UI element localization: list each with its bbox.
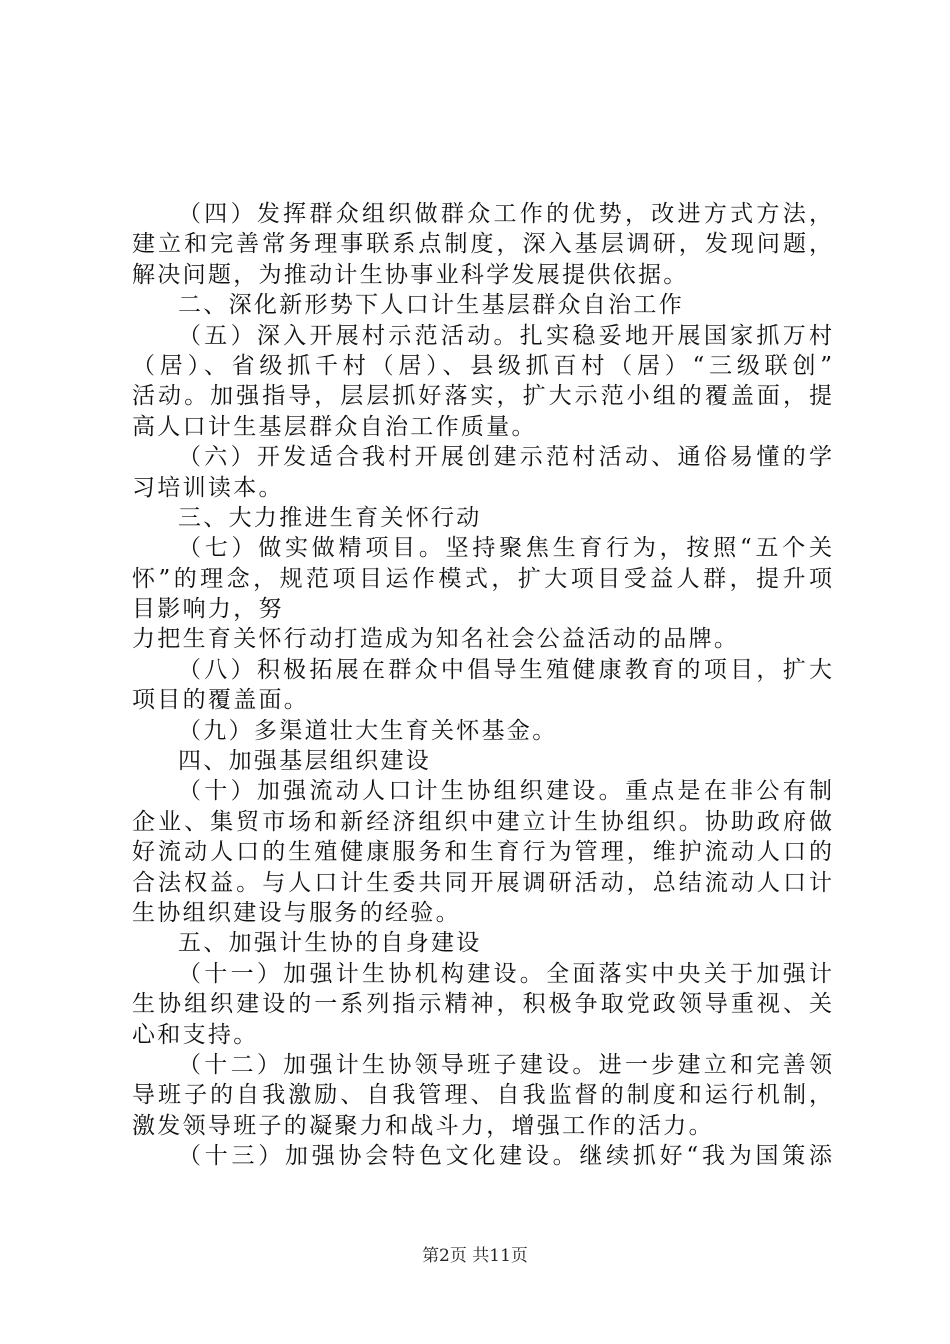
text-line: 三、大力推进生育关怀行动	[178, 504, 482, 531]
text-line: 合法权益。与人口计生委共同开展调研活动，总结流动人口计	[132, 869, 832, 896]
text-line: （十）加强流动人口计生协组织建设。重点是在非公有制	[178, 778, 832, 805]
text-line: 项目的覆盖面。	[132, 687, 310, 714]
text-line: 企业、集贸市场和新经济组织中建立计生协组织。协助政府做	[132, 808, 832, 835]
text-line: 力把生育关怀行动打造成为知名社会公益活动的品牌。	[132, 626, 740, 653]
text-line: 好流动人口的生殖健康服务和生育行为管理，维护流动人口的	[132, 839, 832, 866]
text-line: （居）、省级抓千村（居）、县级抓百村（居）“三级联创”	[132, 352, 832, 379]
text-line: 活动。加强指导，层层抓好落实，扩大示范小组的覆盖面，提	[132, 383, 832, 410]
text-line: （十一）加强计生协机构建设。全面落实中央关于加强计	[178, 960, 832, 987]
text-line: 二、深化新形势下人口计生基层群众自治工作	[178, 292, 684, 319]
text-line: （六）开发适合我村开展创建示范村活动、通俗易懂的学	[178, 444, 832, 471]
text-line: （九）多渠道壮大生育关怀基金。	[178, 717, 558, 744]
text-line: （八）积极拓展在群众中倡导生殖健康教育的项目，扩大	[178, 656, 832, 683]
text-line: （十三）加强协会特色文化建设。继续抓好“我为国策添	[178, 1143, 832, 1170]
text-line: （四）发挥群众组织做群众工作的优势，改进方式方法，	[178, 201, 832, 227]
text-line: （五）深入开展村示范活动。扎实稳妥地开展国家抓万村	[178, 322, 832, 349]
document-body	[132, 199, 832, 1172]
text-line: 习培训读本。	[132, 474, 284, 501]
text-line: 四、加强基层组织建设	[178, 748, 431, 775]
text-line: 解决问题，为推动计生协事业科学发展提供依据。	[132, 261, 689, 288]
text-line: 高人口计生基层群众自治工作质量。	[132, 413, 537, 440]
text-line: 怀”的理念，规范项目运作模式，扩大项目受益人群，提升项	[132, 565, 832, 592]
text-line: （十二）加强计生协领导班子建设。进一步建立和完善领	[178, 1051, 832, 1078]
text-line: 建立和完善常务理事联系点制度，深入基层调研，发现问题，	[132, 231, 832, 258]
text-line: 心和支持。	[132, 1021, 259, 1048]
text-line: 五、加强计生协的自身建设	[178, 930, 482, 957]
text-line: 导班子的自我激励、自我管理、自我监督的制度和运行机制，	[132, 1082, 832, 1109]
text-line: 生协组织建设与服务的经验。	[132, 899, 461, 926]
text-line: 生协组织建设的一系列指示精神，积极争取党政领导重视、关	[132, 991, 832, 1018]
page-footer: 第2页 共11页	[422, 1246, 528, 1266]
text-line: （七）做实做精项目。坚持聚焦生育行为，按照“五个关	[178, 535, 832, 562]
text-line: 目影响力，努	[132, 596, 284, 623]
text-line: 激发领导班子的凝聚力和战斗力，增强工作的活力。	[132, 1112, 714, 1139]
